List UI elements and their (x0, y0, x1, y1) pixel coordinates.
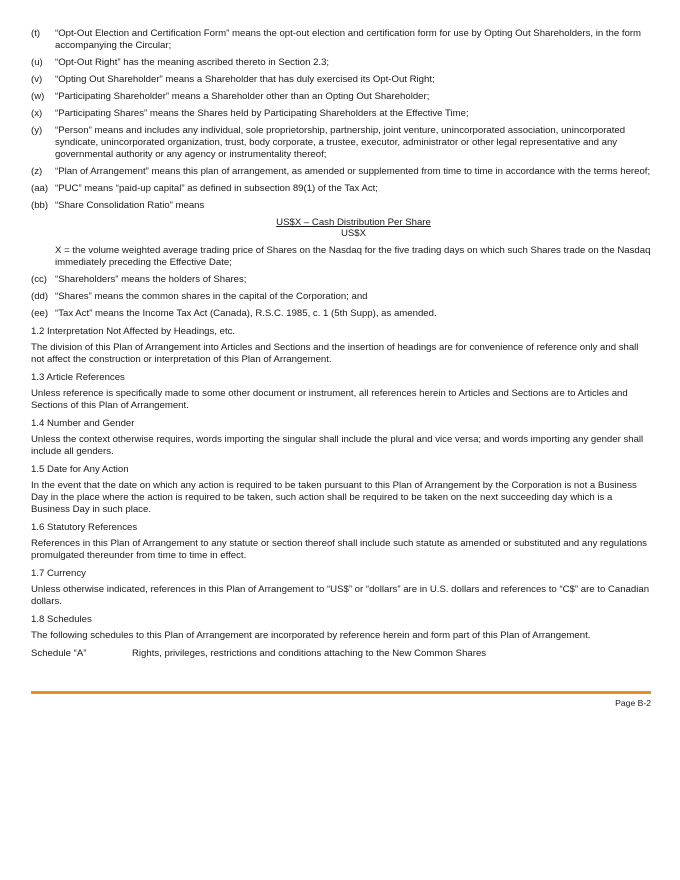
schedule-key: Schedule “A” (31, 648, 87, 659)
definition-label: (x) (31, 108, 43, 119)
section-heading: 1.3 Article References (31, 372, 125, 383)
definition-item (31, 274, 652, 286)
formula-numerator: US$X – Cash Distribution Per Share (276, 217, 431, 228)
definition-item (31, 57, 652, 69)
definition-text: “Plan of Arrangement” means this plan of arrangement, as amended or supplemented from time to time in accordance with the terms hereof; (55, 166, 651, 177)
section-heading: 1.4 Number and Gender (31, 418, 135, 429)
definition-label: (ee) (31, 308, 49, 319)
section-heading: 1.8 Schedules (31, 614, 92, 625)
definition-text: “Shares” means the common shares in the capital of the Corporation; and (55, 291, 368, 302)
definition-label: (dd) (31, 291, 49, 302)
definition-label: (bb) (31, 200, 49, 211)
page-number: Page B-2 (615, 698, 651, 708)
definition-text: “Opt-Out Right” has the meaning ascribed thereto in Section 2.3; (55, 57, 330, 68)
definition-item (31, 91, 652, 103)
section-body: Unless otherwise indicated, references in this Plan of Arrangement to “US$” or “dollars” are in U.S. dollars and references to “C$” are to Canadian dollars. (31, 584, 650, 607)
definitions-list-b (31, 274, 652, 320)
definition-item (31, 166, 652, 178)
definition-item (31, 28, 652, 52)
footer-rule (31, 691, 651, 694)
definition-label: (aa) (31, 183, 49, 194)
definition-label: (w) (31, 91, 45, 102)
definition-text: “Opting Out Shareholder” means a Shareholder that has duly exercised its Opt-Out Right; (55, 74, 435, 85)
section-body: The following schedules to this Plan of Arrangement are incorporated by reference herein and form part of this Plan of Arrangement. (31, 630, 591, 641)
definition-label: (u) (31, 57, 43, 68)
section-body: In the event that the date on which any action is required to be taken pursuant to this Plan of Arrangement by the Corporation is not a Business Day in the place where the action is required to be taken, such action shall be required to be taken on the next succeeding day which is a Business Day in such place. (31, 480, 637, 515)
definition-text: “PUC” means “paid-up capital” as defined in subsection 89(1) of the Tax Act; (55, 183, 378, 194)
definition-label: (cc) (31, 274, 47, 285)
section-body: References in this Plan of Arrangement to any statute or section thereof shall include such statute as amended or substituted and any regulations promulgated thereunder from time to time in effect. (31, 538, 647, 561)
definition-text: “Shareholders” means the holders of Shares; (55, 274, 247, 285)
section-body: Unless reference is specifically made to some other document or instrument, all references herein to Articles and Sections are to Articles and Sections of this Plan of Arrangement. (31, 388, 628, 411)
section-heading: 1.2 Interpretation Not Affected by Headings, etc. (31, 326, 236, 337)
definition-label: (y) (31, 125, 43, 136)
schedule-row (31, 648, 652, 660)
definition-item (31, 183, 652, 195)
consolidation-ratio-formula (55, 217, 652, 239)
definition-item (31, 74, 652, 86)
definition-text: “Person” means and includes any individual, sole proprietorship, partnership, joint venture, unincorporated association, unincorporated syndicate, unincorporated organization, trust, body corporate, a trustee, executor, administrator or other legal representative and any governmental authority or any agency or instrumentality thereof; (55, 125, 626, 160)
definition-item (31, 291, 652, 303)
section-body: The division of this Plan of Arrangement into Articles and Sections and the insertion of headings are for convenience of reference only and shall not affect the construction or interpretation of this Plan of Arrangement. (31, 342, 639, 365)
definition-item (31, 308, 652, 320)
definitions-list-a (31, 28, 652, 212)
section-heading: 1.5 Date for Any Action (31, 464, 129, 475)
definition-item (31, 108, 652, 120)
definition-label: (v) (31, 74, 43, 85)
schedule-value: Rights, privileges, restrictions and conditions attaching to the New Common Shares (132, 648, 487, 659)
definition-item (31, 125, 652, 161)
section-heading: 1.6 Statutory References (31, 522, 138, 533)
formula-x-definition: X = the volume weighted average trading price of Shares on the Nasdaq for the five trading days on which such Shares trade on the Nasdaq immediately preceding the Effective Date; (55, 245, 651, 268)
section-heading: 1.7 Currency (31, 568, 86, 579)
formula-denominator: US$X (340, 228, 367, 239)
definition-text: “Share Consolidation Ratio” means (55, 200, 205, 211)
definition-text: “Opt-Out Election and Certification Form” means the opt-out election and certification form for use by Opting Out Shareholders, in the form accompanying the Circular; (55, 28, 642, 51)
definition-text: “Tax Act” means the Income Tax Act (Canada), R.S.C. 1985, c. 1 (5th Supp), as amended. (55, 308, 437, 319)
section-body: Unless the context otherwise requires, words importing the singular shall include the plural and vice versa; and words importing any gender shall include all genders. (31, 434, 644, 457)
definition-label: (t) (31, 28, 41, 39)
definition-text: “Participating Shares” means the Shares held by Participating Shareholders at the Effective Time; (55, 108, 469, 119)
document-body (31, 28, 652, 660)
definition-text: “Participating Shareholder” means a Shareholder other than an Opting Out Shareholder; (55, 91, 430, 102)
definition-label: (z) (31, 166, 43, 177)
definition-item (31, 200, 652, 212)
